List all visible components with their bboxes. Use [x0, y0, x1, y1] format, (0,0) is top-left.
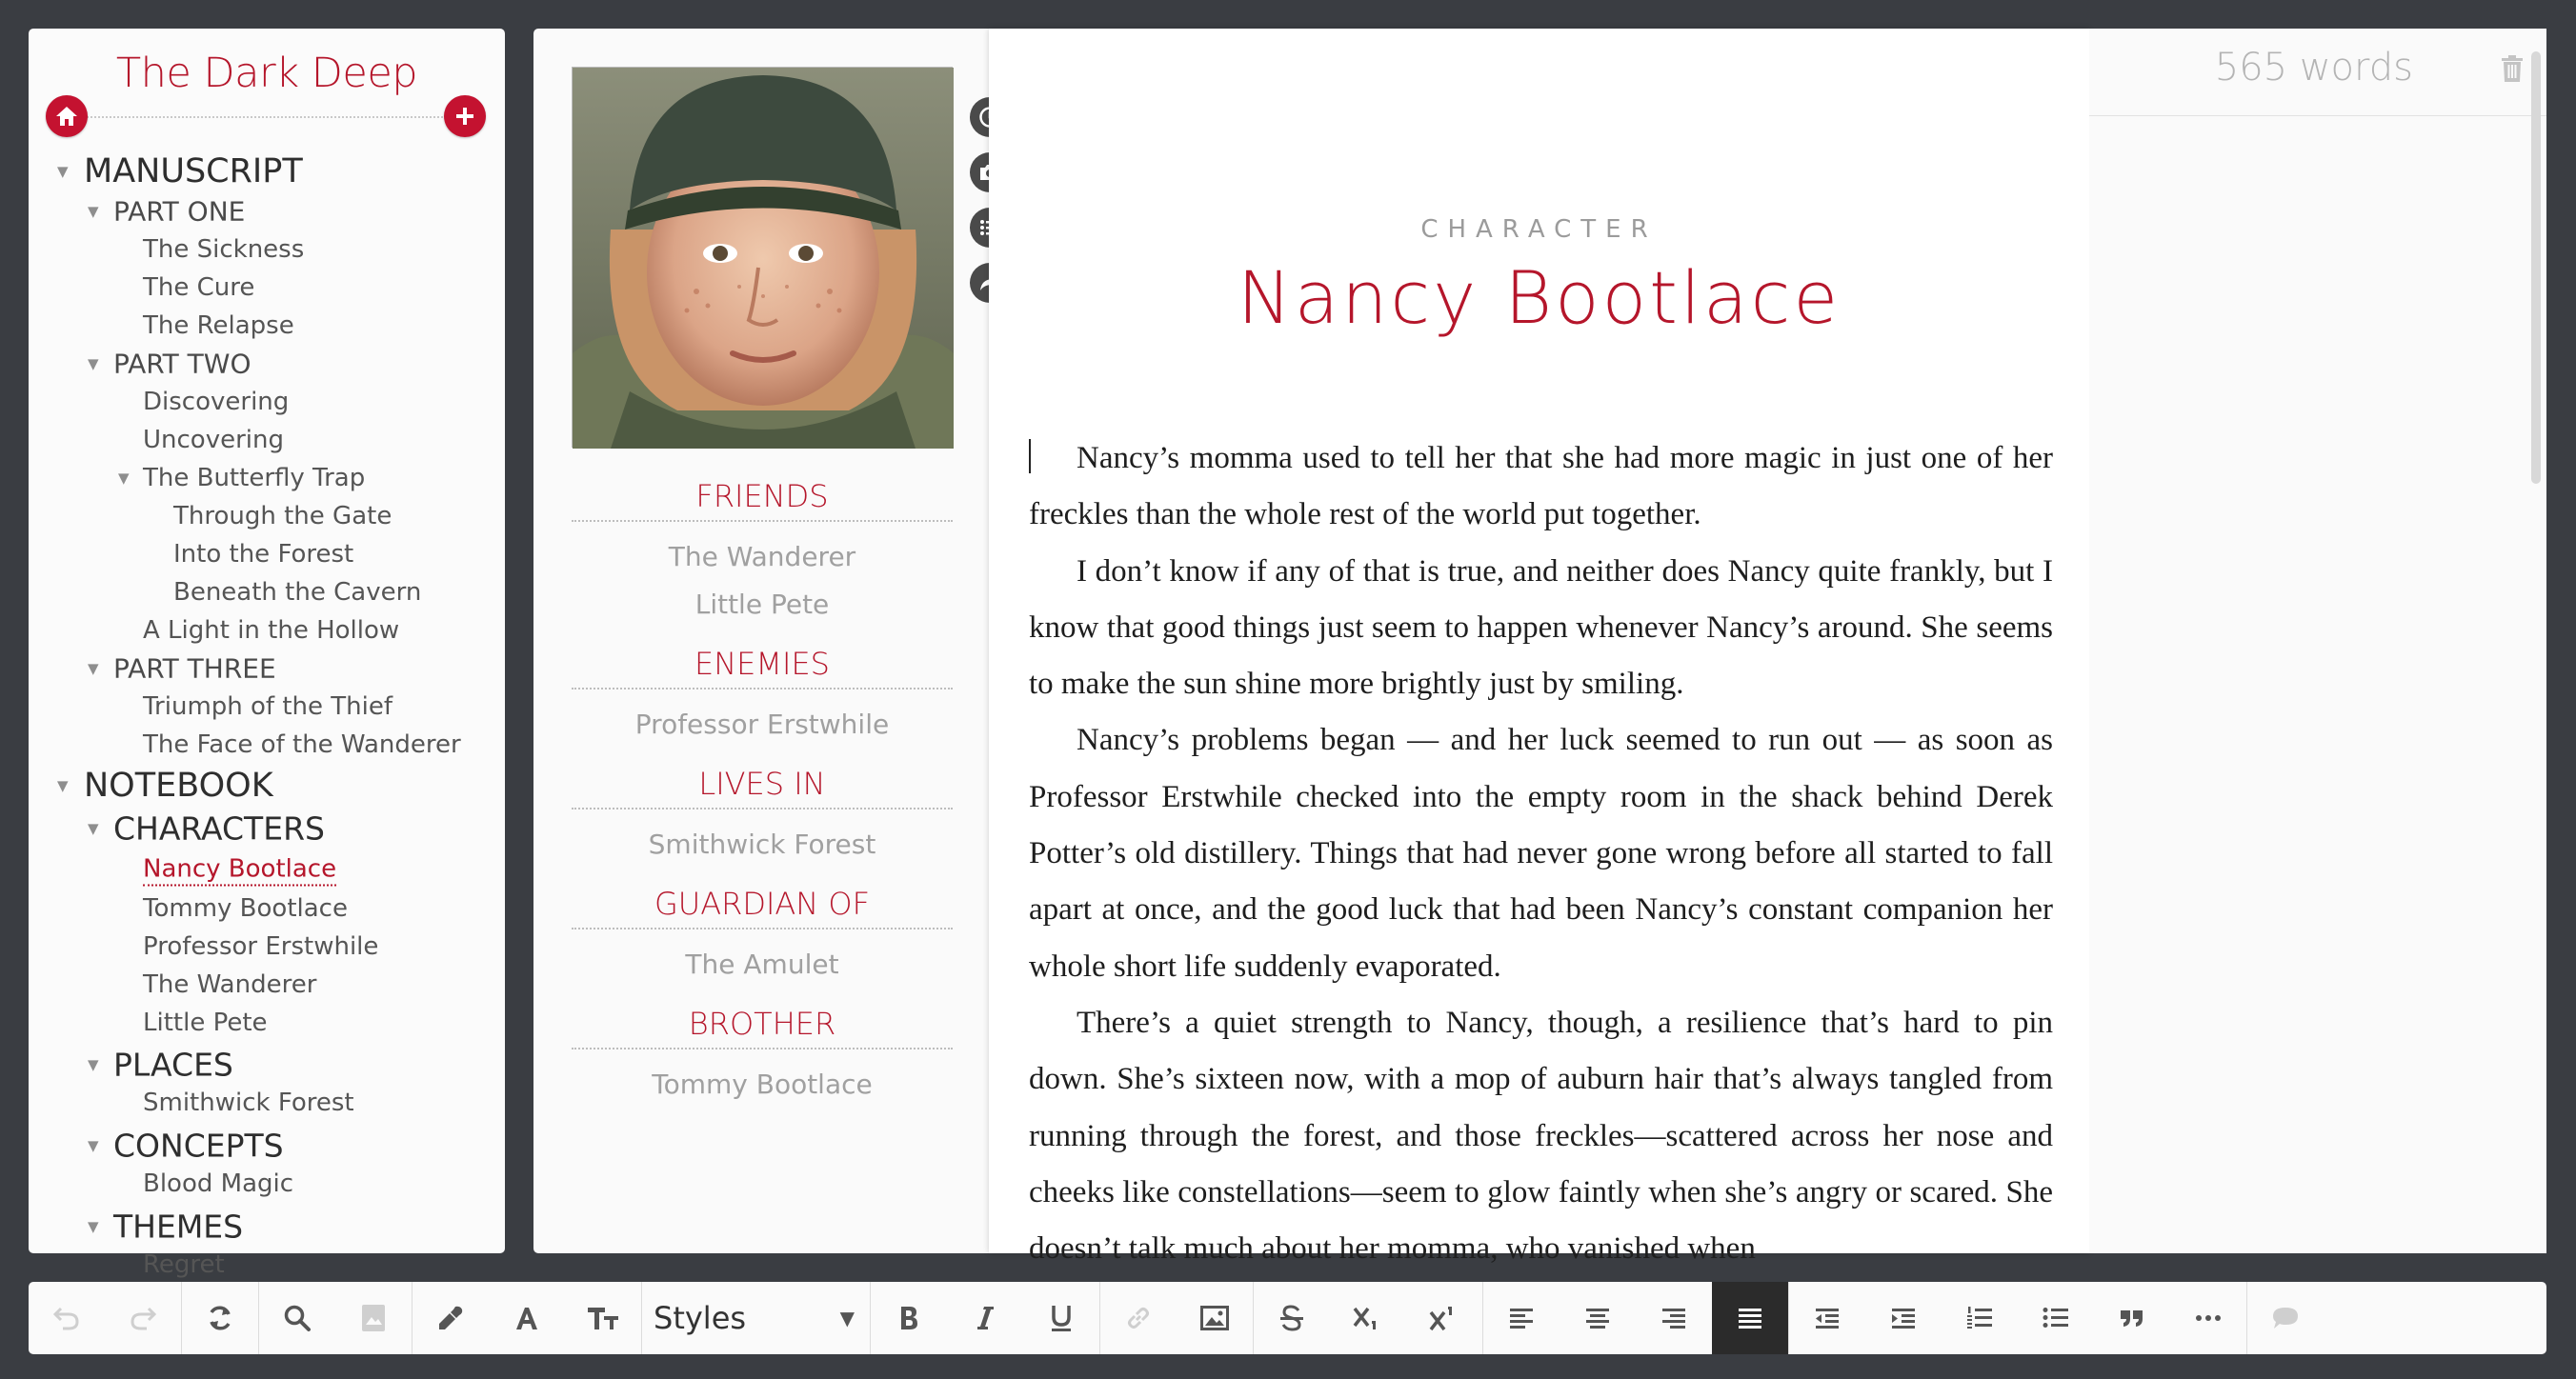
- tree-item-label: The Face of the Wanderer: [143, 730, 461, 759]
- link-button[interactable]: [1100, 1282, 1177, 1354]
- disclosure-triangle-icon[interactable]: ▼: [88, 1137, 99, 1154]
- tree-item[interactable]: [29, 497, 505, 535]
- italic-icon: [975, 1305, 996, 1331]
- list-group: [1789, 1282, 2247, 1354]
- relation-heading: ENEMIES: [572, 646, 953, 690]
- metadata-column: [533, 29, 991, 1253]
- tree-item-label: Triumph of the Thief: [143, 692, 393, 721]
- outdent-button[interactable]: [1789, 1282, 1865, 1354]
- quote-icon: [2119, 1307, 2145, 1329]
- relation-link[interactable]: The Wanderer: [668, 541, 856, 572]
- relation-heading: GUARDIAN OF: [572, 886, 953, 929]
- tools-group: [413, 1282, 642, 1354]
- search-button[interactable]: [259, 1282, 335, 1354]
- tree-item-label: PART TWO: [113, 348, 252, 380]
- tree-item[interactable]: [29, 1208, 505, 1246]
- tree-item[interactable]: [29, 230, 505, 269]
- tree-item[interactable]: [29, 1046, 505, 1084]
- tree-item-label: The Cure: [143, 273, 255, 302]
- relation-link[interactable]: The Amulet: [685, 949, 839, 980]
- indent-icon: [1890, 1307, 1917, 1329]
- styles-dropdown[interactable]: [642, 1282, 871, 1354]
- project-title[interactable]: The Dark Deep: [115, 50, 418, 97]
- disclosure-triangle-icon[interactable]: ▼: [88, 660, 99, 677]
- disclosure-triangle-icon[interactable]: ▼: [88, 1218, 99, 1235]
- home-button[interactable]: [46, 95, 88, 137]
- tree-item[interactable]: [29, 535, 505, 573]
- relation-heading: BROTHER: [572, 1006, 953, 1049]
- tree-item[interactable]: [29, 966, 505, 1004]
- underline-icon: [1049, 1304, 1074, 1332]
- tree-item-label: CONCEPTS: [113, 1127, 284, 1165]
- tree-item-label: NOTEBOOK: [84, 767, 273, 805]
- tree-item[interactable]: [29, 1165, 505, 1203]
- bullet-list-icon: [2042, 1306, 2070, 1330]
- tree-item-label: Professor Erstwhile: [143, 932, 379, 961]
- document-body[interactable]: [1029, 430, 2053, 1277]
- disclosure-triangle-icon[interactable]: ▼: [88, 820, 99, 837]
- text-caret: [1029, 439, 1031, 473]
- tree-item-label: MANUSCRIPT: [84, 152, 303, 190]
- disclosure-triangle-icon[interactable]: ▼: [88, 1056, 99, 1073]
- caret-down-icon: ▼: [839, 1307, 855, 1329]
- tree-item[interactable]: [29, 1004, 505, 1042]
- align-justify-icon: [1737, 1307, 1763, 1329]
- undo-button[interactable]: [29, 1282, 105, 1354]
- tree-item[interactable]: [29, 383, 505, 421]
- relation-link[interactable]: Professor Erstwhile: [634, 709, 890, 740]
- add-item-button[interactable]: [444, 95, 486, 137]
- disclosure-triangle-icon[interactable]: ▼: [57, 163, 69, 180]
- paragraph[interactable]: Nancy’s problems began — and her luck seemed to run out — as soon as Professor Erstwhile checked into the empty room in the shack behind Derek Potter’s old distillery. Things that had never gone wrong before all started to fall apart at once, and the good luck that had been Nancy’s constant companion her whole short life suddenly evaporated.: [1029, 723, 2053, 984]
- document-type: CHARACTER: [1420, 215, 1658, 244]
- blockquote-button[interactable]: [2094, 1282, 2170, 1354]
- tree-item-label: A Light in the Hollow: [143, 616, 400, 645]
- align-center-icon: [1584, 1307, 1611, 1329]
- home-icon: [55, 106, 78, 127]
- tree-item[interactable]: [29, 1127, 505, 1165]
- eyedropper-icon: [436, 1304, 465, 1332]
- stats-column: [2089, 29, 2546, 1253]
- tree-item[interactable]: [29, 573, 505, 611]
- subscript-icon: [1353, 1305, 1383, 1331]
- editor-panel: [533, 29, 2546, 1267]
- paragraph[interactable]: Nancy’s momma used to tell her that she had more magic in just one of her freckles than the whole rest of the world put together.: [1029, 441, 2053, 532]
- tree-item[interactable]: [29, 1084, 505, 1122]
- tree-item[interactable]: [29, 809, 505, 848]
- history-group: [29, 1282, 182, 1354]
- align-right-button[interactable]: [1636, 1282, 1712, 1354]
- tree-item-label: Smithwick Forest: [143, 1089, 354, 1117]
- ellipsis-icon: [2195, 1313, 2222, 1323]
- title-divider: [50, 116, 484, 118]
- insert-group: [1100, 1282, 1254, 1354]
- disclosure-triangle-icon[interactable]: ▼: [88, 355, 99, 372]
- refresh-icon: [206, 1304, 234, 1332]
- relation-link[interactable]: Smithwick Forest: [648, 829, 876, 860]
- numbered-list-icon: [1965, 1306, 1994, 1330]
- tree-item[interactable]: [29, 889, 505, 928]
- undo-icon: [53, 1305, 80, 1331]
- tree-item-label: Beneath the Cavern: [173, 578, 422, 607]
- relation-link[interactable]: Tommy Bootlace: [652, 1069, 873, 1100]
- document-page[interactable]: [989, 29, 2089, 1267]
- tree-item[interactable]: [29, 1246, 505, 1284]
- tree-item[interactable]: [29, 192, 505, 230]
- plus-icon: [454, 106, 475, 127]
- subscript-button[interactable]: [1330, 1282, 1406, 1354]
- sync-group: [182, 1282, 259, 1354]
- image-placeholder-button[interactable]: [335, 1282, 412, 1354]
- strikethrough-button[interactable]: [1254, 1282, 1330, 1354]
- tree-item-label: Little Pete: [143, 1009, 268, 1037]
- emphasis-group: [871, 1282, 1100, 1354]
- text-size-icon: [586, 1305, 620, 1331]
- tree-item[interactable]: [29, 611, 505, 650]
- tree-item[interactable]: [29, 459, 505, 497]
- tree-item[interactable]: [29, 345, 505, 383]
- scrollbar[interactable]: [2531, 51, 2541, 484]
- binder-sidebar: [29, 29, 505, 1279]
- tree-item[interactable]: [29, 152, 505, 190]
- image-icon: [1200, 1306, 1229, 1330]
- comment-icon: [2271, 1305, 2300, 1331]
- align-justify-button[interactable]: [1712, 1282, 1788, 1354]
- font-icon: [513, 1305, 540, 1331]
- align-right-icon: [1660, 1307, 1687, 1329]
- align-left-button[interactable]: [1483, 1282, 1560, 1354]
- tree-item-label: Through the Gate: [173, 502, 392, 530]
- link-icon: [1124, 1304, 1153, 1332]
- tree-item[interactable]: [29, 421, 505, 459]
- comment-group: [2247, 1282, 2324, 1354]
- relation-heading: LIVES IN: [572, 766, 953, 809]
- align-group: [1483, 1282, 1789, 1354]
- superscript-button[interactable]: [1406, 1282, 1482, 1354]
- trash-icon[interactable]: [2501, 55, 2524, 86]
- tree-item-label: Nancy Bootlace: [143, 855, 336, 887]
- bold-icon: [898, 1305, 919, 1331]
- tree-item-label: Discovering: [143, 388, 290, 416]
- outdent-icon: [1814, 1307, 1841, 1329]
- tree-item[interactable]: [29, 688, 505, 726]
- redo-button[interactable]: [105, 1282, 181, 1354]
- tree-item[interactable]: [29, 767, 505, 805]
- paragraph[interactable]: I don’t know if any of that is true, and neither does Nancy quite frankly, but I know that good things just seem to happen whenever Nancy’s around. She seems to make the sun shine more brightly just by smiling.: [1029, 553, 2053, 702]
- strikethrough-icon: [1278, 1305, 1305, 1331]
- tree-item[interactable]: [29, 650, 505, 688]
- sync-button[interactable]: [182, 1282, 258, 1354]
- font-size-button[interactable]: [565, 1282, 641, 1354]
- align-left-icon: [1508, 1307, 1535, 1329]
- format-toolbar: [29, 1282, 2546, 1354]
- numbered-list-button[interactable]: [1942, 1282, 2018, 1354]
- tree-item-label: Tommy Bootlace: [143, 894, 348, 923]
- disclosure-triangle-icon[interactable]: ▼: [57, 777, 69, 794]
- tree-item[interactable]: [29, 928, 505, 966]
- document-title[interactable]: Nancy Bootlace: [1237, 255, 1841, 340]
- superscript-icon: [1429, 1305, 1459, 1331]
- tree-item[interactable]: [29, 726, 505, 764]
- tree-item-label: Blood Magic: [143, 1169, 294, 1198]
- align-center-button[interactable]: [1560, 1282, 1636, 1354]
- italic-button[interactable]: [947, 1282, 1023, 1354]
- styles-label: Styles: [654, 1300, 747, 1336]
- tree-item-label: The Sickness: [143, 235, 305, 264]
- tree-item-label: PLACES: [113, 1046, 233, 1084]
- insert-image-button[interactable]: [1177, 1282, 1253, 1354]
- tree-item-label: The Butterfly Trap: [143, 464, 366, 492]
- tree-item-label: Into the Forest: [173, 540, 354, 569]
- disclosure-triangle-icon[interactable]: ▼: [118, 470, 130, 487]
- tree-item-label: PART ONE: [113, 195, 246, 228]
- disclosure-triangle-icon[interactable]: ▼: [88, 203, 99, 220]
- bullet-list-button[interactable]: [2018, 1282, 2094, 1354]
- document-image-icon: [361, 1304, 386, 1332]
- relation-heading: FRIENDS: [572, 478, 953, 522]
- script-group: [1254, 1282, 1483, 1354]
- portrait-image: [573, 68, 954, 449]
- highlight-button[interactable]: [413, 1282, 489, 1354]
- tree-item[interactable]: [29, 269, 505, 307]
- tree-item-label: The Wanderer: [143, 970, 317, 999]
- tree-item-label: PART THREE: [113, 652, 276, 685]
- tree-item-label: THEMES: [113, 1208, 244, 1246]
- tree-item-label: CHARACTERS: [113, 809, 325, 848]
- tree-item[interactable]: [29, 307, 505, 345]
- paragraph[interactable]: There’s a quiet strength to Nancy, though, a resilience that’s hard to pin down. She’s sixteen now, with a mop of auburn hair that’s always tangled from running through the forest, and those freckles—scattered across her nose and cheeks like constellations—seem to glow faintly when she’s angry or scared. She doesn’t talk much about her momma, who vanished when: [1029, 1005, 2053, 1267]
- tree-item-label: The Relapse: [143, 311, 294, 340]
- bold-button[interactable]: [871, 1282, 947, 1354]
- font-button[interactable]: [489, 1282, 565, 1354]
- indent-button[interactable]: [1865, 1282, 1942, 1354]
- search-icon: [283, 1304, 312, 1332]
- more-button[interactable]: [2170, 1282, 2246, 1354]
- search-group: [259, 1282, 413, 1354]
- comment-button[interactable]: [2247, 1282, 2324, 1354]
- underline-button[interactable]: [1023, 1282, 1099, 1354]
- tree-item-label: Regret: [143, 1250, 225, 1279]
- tree-item-label: Uncovering: [143, 426, 284, 454]
- relation-link[interactable]: Little Pete: [694, 589, 830, 620]
- tree-item[interactable]: [29, 851, 505, 889]
- character-portrait[interactable]: [572, 67, 953, 448]
- word-count: 565 words: [2214, 46, 2413, 90]
- redo-icon: [130, 1305, 156, 1331]
- stats-bar: [2089, 29, 2546, 116]
